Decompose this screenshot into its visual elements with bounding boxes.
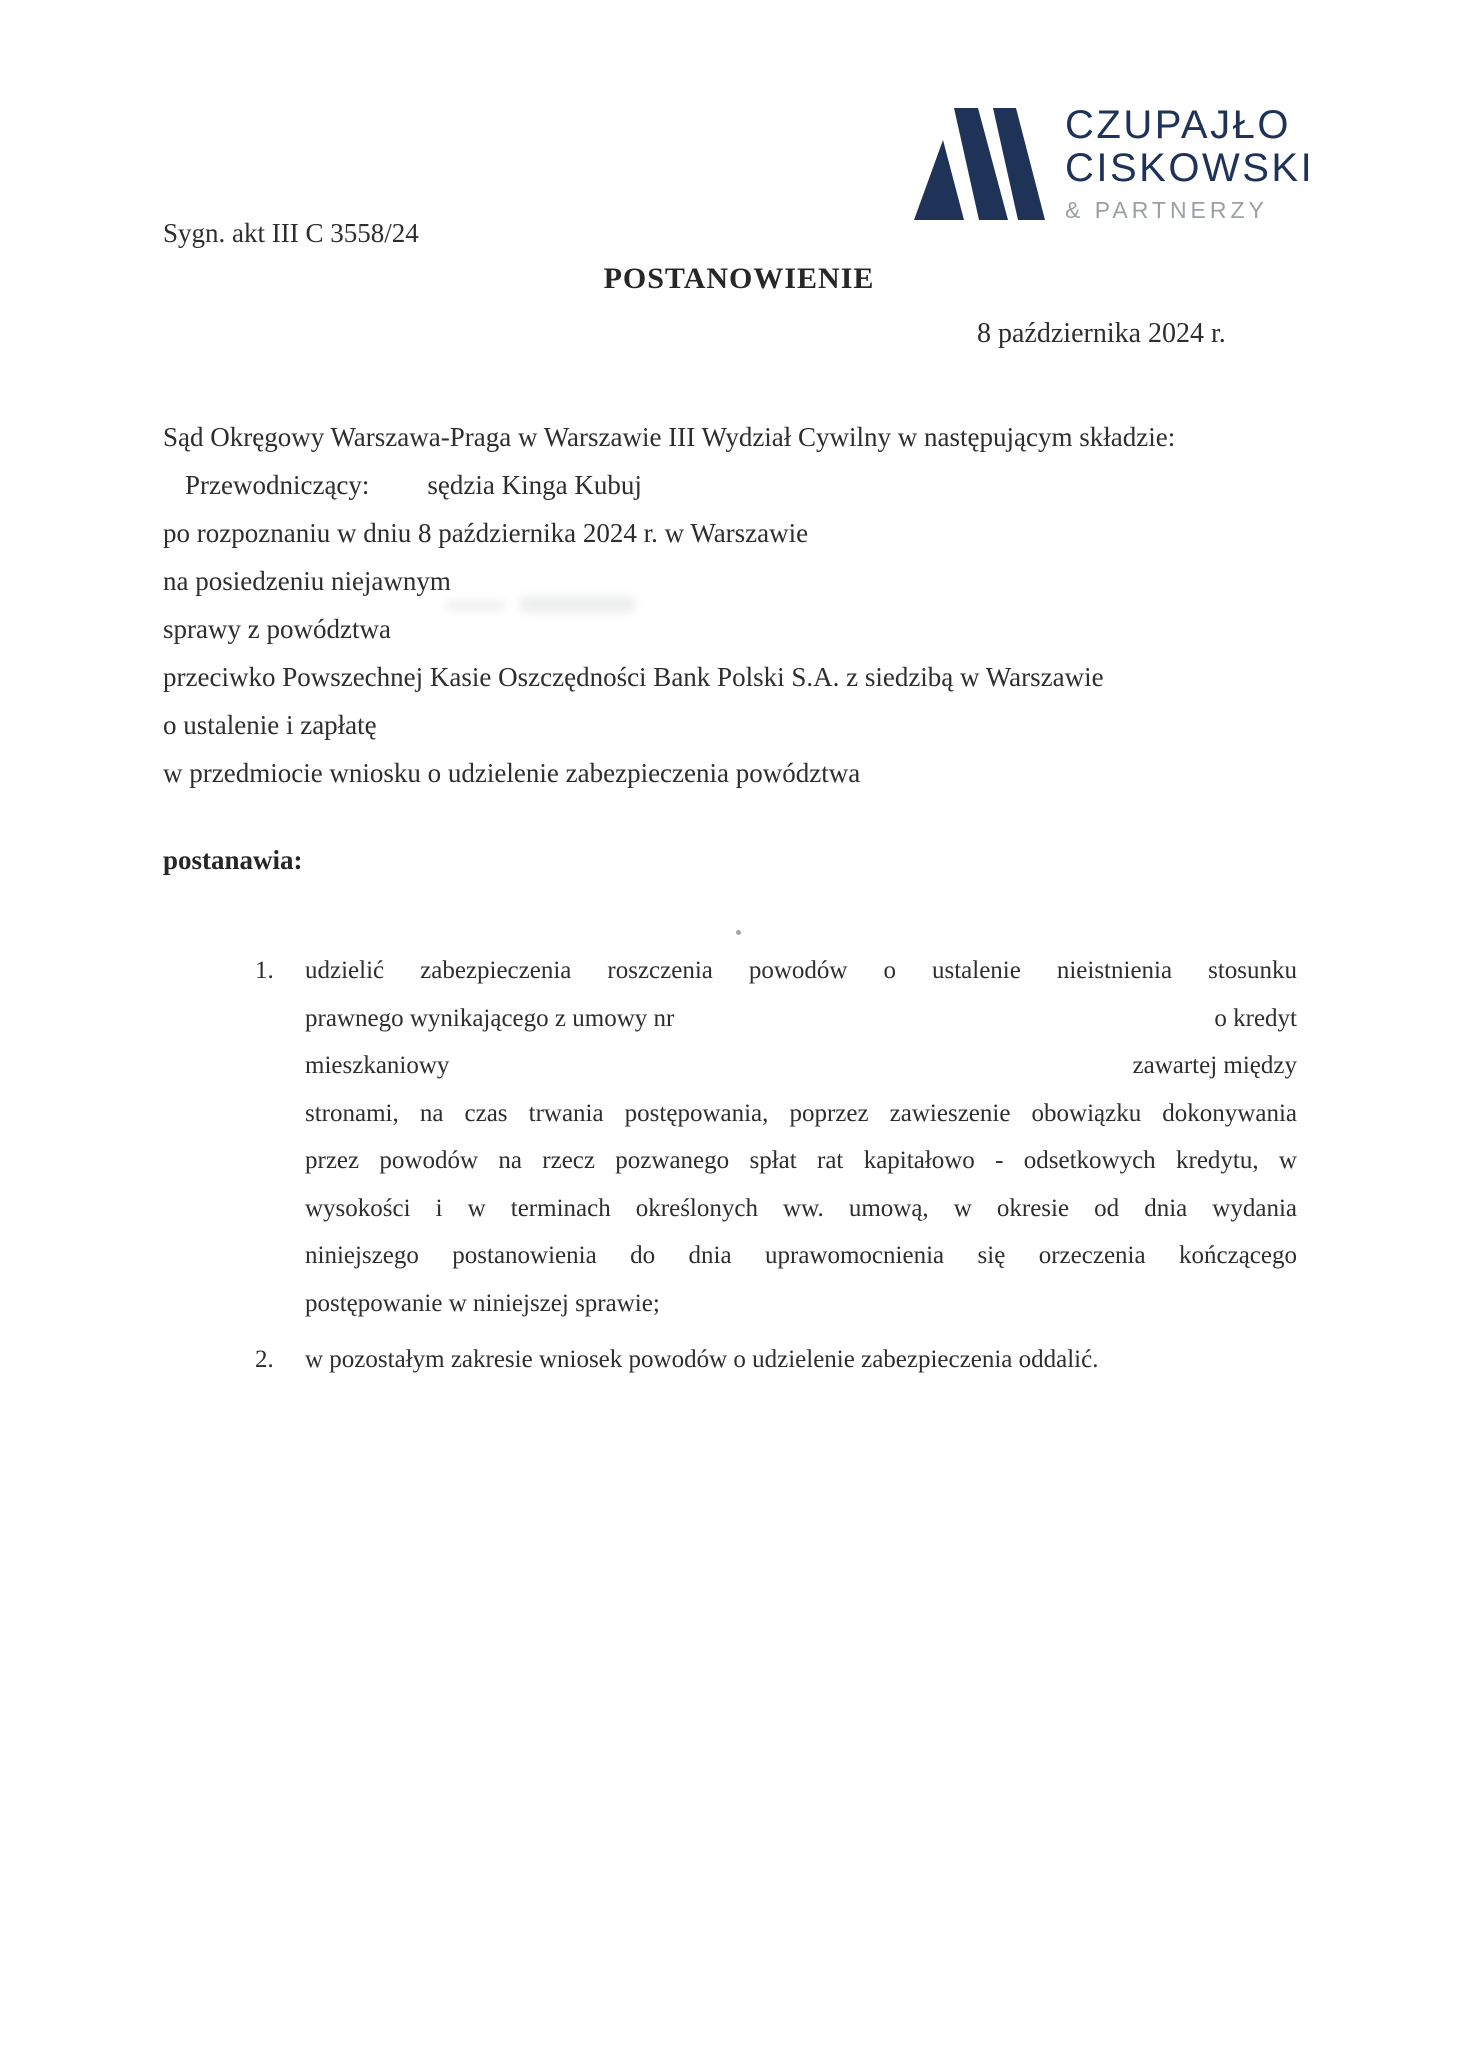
decision-line-right: o kredyt [1214,1004,1297,1032]
logo-text [1065,104,1314,224]
decision-line-with-redaction [305,995,1297,1043]
session-type-line: na posiedzeniu niejawnym [163,566,451,596]
decision-item-lines [305,947,1297,1327]
decision-line-left: prawnego wynikającego z umowy nr [305,1004,675,1032]
law-firm-logo [913,104,1314,224]
decision-line: postępowanie w niniejszej sprawie; [305,1289,660,1317]
logo-name-line1: CZUPAJŁO [1065,103,1291,147]
redacted-blank [674,995,1214,1043]
decision-line: niniejszego postanowienia do dnia uprawomocnienia się orzeczenia kończącego [305,1242,1297,1269]
item-number: 1. [255,957,274,984]
decision-item-lines [305,1336,1297,1384]
decision-item-1 [255,947,1297,1327]
decision-line-right: zawartej między [1132,1052,1297,1079]
decision-list [255,947,1297,1393]
logo-partners-line: & PARTNERZY [1065,197,1268,223]
presiding-judge-line [163,461,1297,509]
decision-item-2 [255,1336,1297,1384]
decision-line: w pozostałym zakresie wniosek powodów o udzielenie zabezpieczenia oddalić. [305,1346,1099,1373]
presiding-judge-label: Przewodniczący: [185,470,370,500]
document-date: 8 października 2024 r. [977,318,1226,349]
scan-smudge [520,597,635,612]
redacted-blank [449,1042,1132,1090]
scan-smudge [445,600,505,611]
decision-line: wysokości i w terminach określonych ww. umową, w okresie od dnia wydania [305,1194,1297,1222]
decision-line: przez powodów na rzecz pozwanego spłat rat kapitałowo - odsetkowych kredytu, w [305,1147,1297,1174]
item-number: 2. [255,1346,274,1373]
decision-line-left: mieszkaniowy [305,1052,450,1079]
defendant-line: przeciwko Powszechnej Kasie Oszczędności Bank Polski S.A. z siedzibą w Warszawie [163,662,1104,692]
claim-line: sprawy z powództwa [163,614,391,644]
hearing-date-line: po rozpoznaniu w dniu 8 października 2024 r. w Warszawie [163,518,809,548]
mountain-logo-icon [913,108,1045,222]
presiding-judge-name: sędzia Kinga Kubuj [427,470,642,500]
case-subject-line: o ustalenie i zapłatę [163,710,377,740]
motion-subject-line: w przedmiocie wniosku o udzielenie zabezpieczenia powództwa [163,758,861,788]
scan-artifact-dot [736,930,741,935]
decision-line: udzielić zabezpieczenia roszczenia powodów o ustalenie nieistnienia stosunku [305,957,1297,984]
logo-name-line2: CISKOWSKI [1065,146,1315,190]
decision-line-with-redaction [305,1042,1297,1090]
case-number: Sygn. akt III C 3558/24 [163,218,419,248]
court-composition-line: Sąd Okręgowy Warszawa-Praga w Warszawie III Wydział Cywilny w następującym składzie: [163,422,1176,452]
ruling-heading: postanawia: [163,845,303,875]
intro-block [163,413,1297,797]
document-title: POSTANOWIENIE [603,262,875,295]
decision-line: stronami, na czas trwania postępowania, poprzez zawieszenie obowiązku dokonywania [305,1099,1297,1127]
